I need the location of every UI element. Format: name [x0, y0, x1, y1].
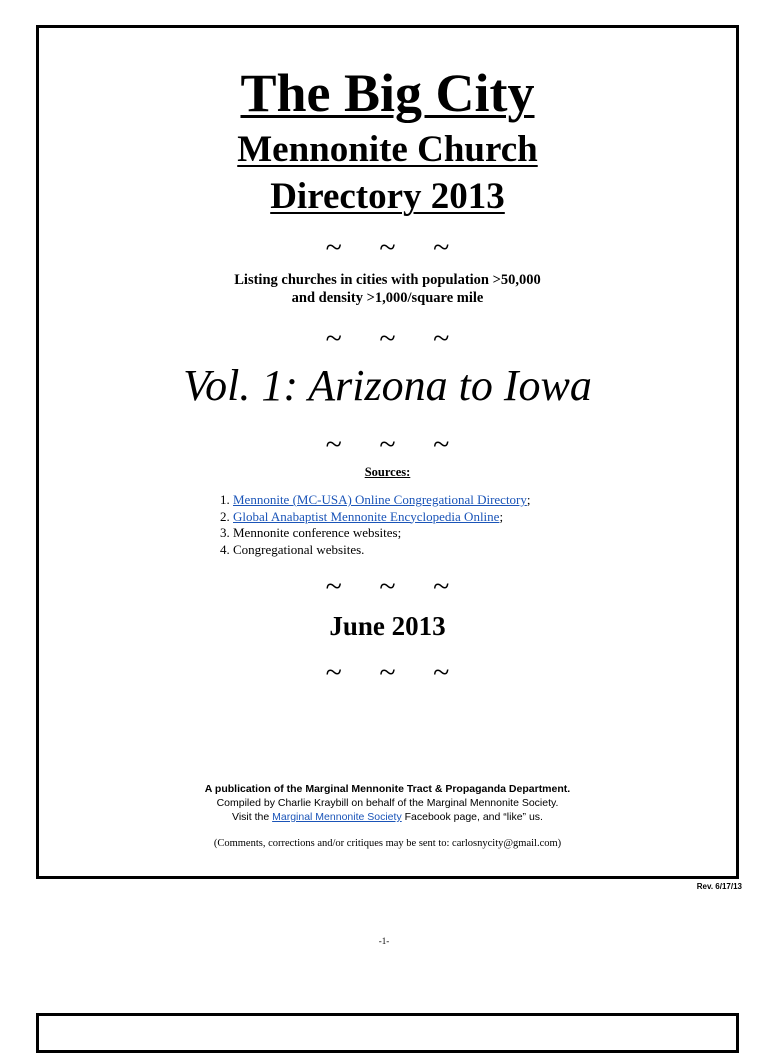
source-item [220, 525, 531, 542]
sources-list [220, 492, 531, 558]
separator: ~ ~ ~ [325, 570, 450, 603]
separator: ~ ~ ~ [325, 322, 450, 355]
source-suffix: ; [526, 492, 531, 507]
source-text: Congregational websites. [233, 541, 365, 557]
subtitle-line-2: Directory 2013 [270, 176, 505, 217]
facebook-page-link[interactable]: Marginal Mennonite Society [272, 811, 402, 823]
source-number: 1. [220, 492, 230, 507]
source-number: 2. [220, 508, 230, 524]
source-item [220, 542, 531, 559]
subtitle-line-1: Mennonite Church [237, 129, 538, 170]
sources-heading: Sources: [364, 465, 411, 479]
publication-info [39, 782, 736, 824]
visit-line [39, 810, 736, 824]
revision-note: Rev. 6/17/13 [696, 882, 742, 891]
listing-line-1: Listing churches in cities with population >50,000 [234, 272, 541, 288]
cover-frame [36, 25, 739, 879]
source-item [220, 509, 531, 526]
source-link-mc-usa-directory[interactable]: Mennonite (MC-USA) Online Congregational Directory [233, 492, 527, 507]
publication-date: June 2013 [329, 611, 446, 641]
publication-line: A publication of the Marginal Mennonite Tract & Propaganda Department. [204, 783, 571, 795]
separator: ~ ~ ~ [325, 231, 450, 264]
next-page-frame [36, 1013, 739, 1053]
source-number: 4. [220, 541, 230, 557]
source-link-gameo[interactable]: Global Anabaptist Mennonite Encyclopedia Online [233, 508, 500, 524]
listing-line-2: and density >1,000/square mile [291, 290, 484, 306]
separator: ~ ~ ~ [325, 428, 450, 461]
visit-suffix: Facebook page, and “like” us. [404, 811, 543, 823]
source-number: 3. [220, 525, 230, 540]
page-number: -1- [378, 936, 390, 946]
source-suffix: ; [499, 508, 504, 524]
source-text: Mennonite conference websites; [233, 525, 402, 540]
volume-title: Vol. 1: Arizona to Iowa [183, 361, 592, 410]
comments-contact: (Comments, corrections and/or critiques may be sent to: carlosnycity@gmail.com) [213, 838, 562, 849]
listing-description [39, 271, 736, 307]
source-item [220, 492, 531, 509]
separator: ~ ~ ~ [325, 656, 450, 689]
document-title: The Big City [240, 63, 535, 123]
compiled-line: Compiled by Charlie Kraybill on behalf of the Marginal Mennonite Society. [216, 797, 559, 809]
visit-prefix: Visit the [232, 811, 270, 823]
